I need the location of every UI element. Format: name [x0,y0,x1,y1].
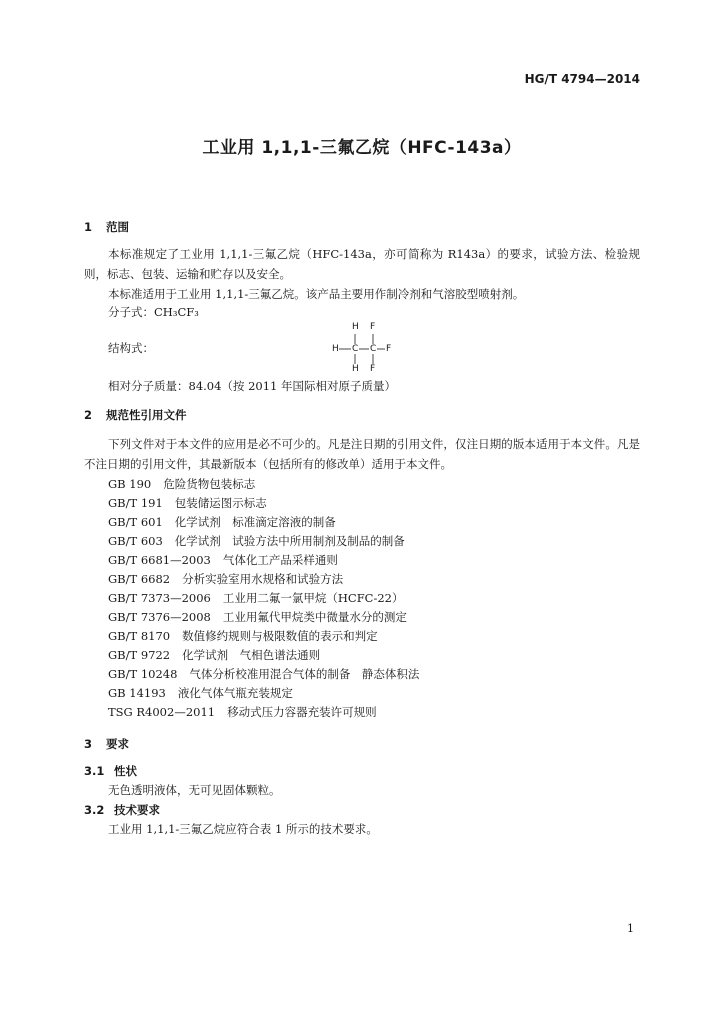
reference-item [108,571,343,587]
reference-title: 液化气体气瓶充装规定 [177,686,293,700]
atom-h-top: H [352,322,359,332]
atom-f-right: F [386,344,392,354]
reference-item [108,666,419,682]
reference-code: GB/T 191 [108,496,163,510]
reference-title: 包装储运图示标志 [174,496,267,510]
page-number: 1 [627,922,634,935]
reference-item [108,552,338,568]
molecular-formula-line [108,302,199,322]
atom-f-top: F [370,322,376,332]
references-intro: 下列文件对于本文件的应用是必不可少的。凡是注日期的引用文件，仅注日期的版本适用于本文件。凡是不注日期的引用文件，其最新版本（包括所有的修改单）适用于本文件。 [84,437,640,471]
molecular-formula: CH₃CF₃ [154,305,199,319]
technical-requirements-text: 工业用 1,1,1-三氟乙烷应符合表 1 所示的技术要求。 [108,822,378,836]
subsection-title: 技术要求 [114,803,160,817]
reference-title: 化学试剂 标准滴定溶液的制备 [174,515,336,529]
document-title: 工业用 1,1,1-三氟乙烷（HFC-143a） [202,138,522,158]
atom-h-left: H [332,344,339,354]
reference-item [108,704,377,720]
reference-title: 分析实验室用水规格和试验方法 [182,572,344,586]
reference-title: 气体分析校准用混合气体的制备 静态体积法 [189,667,420,681]
reference-code: GB 190 [108,477,152,491]
section-number: 1 [84,220,93,234]
reference-code: GB/T 601 [108,515,163,529]
molecular-mass: 相对分子质量：84.04（按 2011 年国际相对原子质量） [108,379,396,393]
subsection-number: 3.1 [84,764,105,778]
reference-title: 工业用氟代甲烷类中微量水分的测定 [222,610,407,624]
section-3-heading [84,736,129,752]
reference-item [108,533,405,549]
reference-code: GB/T 8170 [108,629,171,643]
section-2-heading [84,407,187,423]
subsection-3-1-heading [84,763,137,779]
reference-title: 化学试剂 试验方法中所用制剂及制品的制备 [174,534,405,548]
reference-item [108,476,255,492]
reference-title: 数值修约规则与极限数值的表示和判定 [182,629,378,643]
subsection-number: 3.2 [84,803,105,817]
reference-code: GB/T 7376—2008 [108,610,211,624]
reference-item [108,590,404,606]
reference-title: 气体化工产品采样通则 [222,553,338,567]
scope-paragraph-1: 本标准规定了工业用 1,1,1-三氟乙烷（HFC-143a，亦可简称为 R143a）的要求，试验方法、检验规则，标志、包装、运输和贮存以及安全。 [84,247,640,281]
atom-f-bottom: F [370,364,376,374]
reference-code: TSG R4002—2011 [108,705,216,719]
structure-label: 结构式： [108,341,154,355]
atom-c-right: C [370,344,377,354]
reference-item [108,514,336,530]
section-number: 3 [84,737,93,751]
standard-code: HG/T 4794—2014 [524,72,640,86]
section-title: 范围 [106,220,129,234]
subsection-3-2-heading [84,802,160,818]
section-1-heading [84,219,129,235]
atom-c-left: C [352,344,359,354]
reference-code: GB/T 6682 [108,572,171,586]
section-number: 2 [84,408,93,422]
reference-code: GB/T 6681—2003 [108,553,211,567]
reference-code: GB/T 603 [108,534,163,548]
section-title: 规范性引用文件 [106,408,187,422]
formula-label: 分子式： [108,305,154,319]
reference-title: 危险货物包装标志 [163,477,256,491]
section-title: 要求 [106,737,129,751]
reference-title: 化学试剂 气相色谱法通则 [182,648,321,662]
reference-item [108,628,378,644]
reference-code: GB/T 7373—2006 [108,591,211,605]
scope-paragraph-2: 本标准适用于工业用 1,1,1-三氟乙烷。该产品主要用作制冷剂和气溶胶型喷射剂。 [108,287,525,301]
reference-title: 工业用二氟一氯甲烷（HCFC-22） [222,591,404,605]
reference-item [108,609,407,625]
reference-code: GB/T 9722 [108,648,171,662]
reference-title: 移动式压力容器充装许可规则 [227,705,377,719]
atom-h-bottom: H [352,364,359,374]
reference-item [108,495,267,511]
reference-code: GB/T 10248 [108,667,178,681]
reference-item [108,647,320,663]
subsection-title: 性状 [114,764,137,778]
properties-text: 无色透明液体，无可见固体颗粒。 [108,783,281,797]
reference-item [108,685,293,701]
reference-code: GB 14193 [108,686,166,700]
